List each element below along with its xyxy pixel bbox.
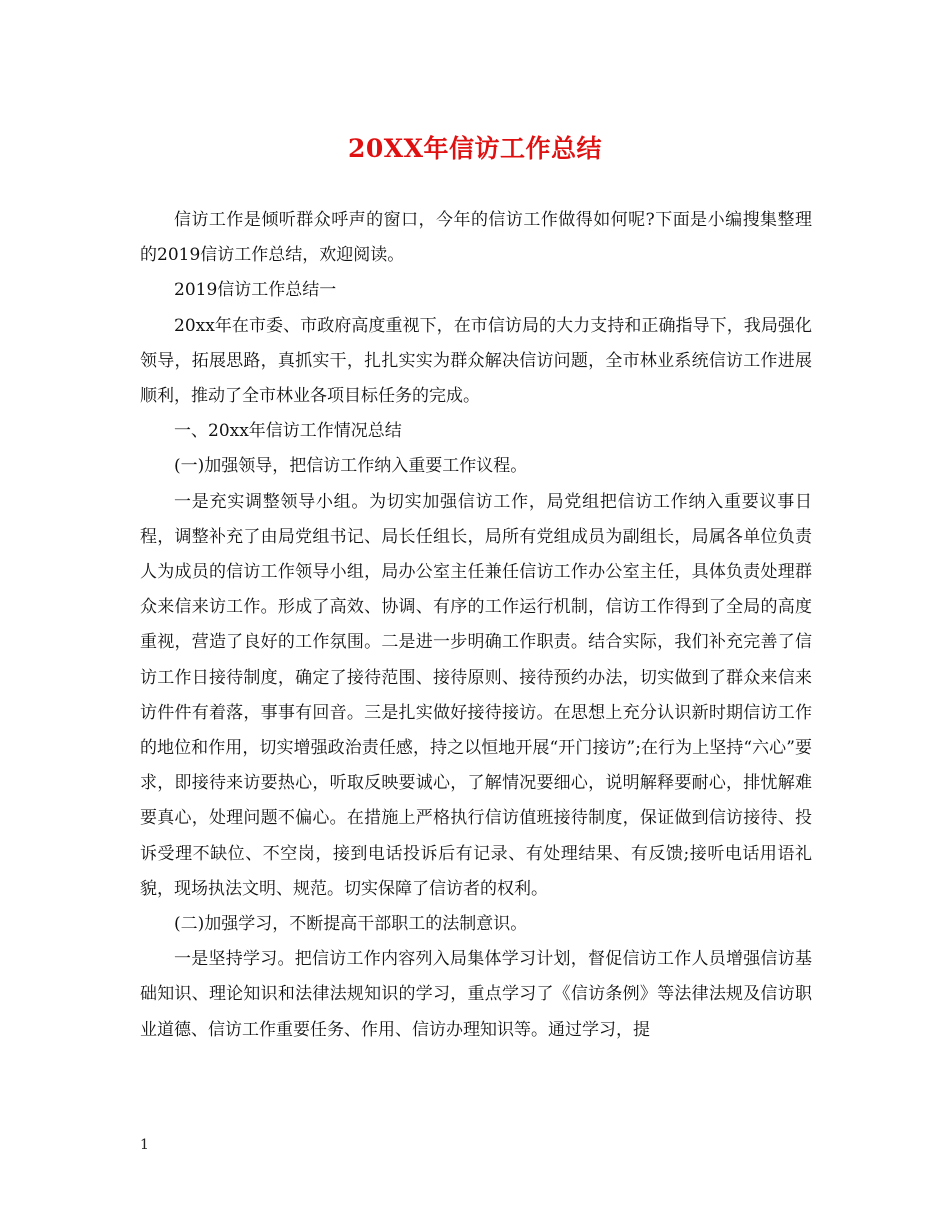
overview-paragraph: 20xx年在市委、市政府高度重视下，在市信访局的大力支持和正确指导下，我局强化领导，拓展思路，真抓实干，扎扎实实为群众解决信访问题，全市林业系统信访工作进展顺利，推动了全市林业各项目标任务的完成。 — [140, 315, 812, 407]
document-title: 20XX年信访工作总结 — [347, 134, 603, 163]
section-heading-part-one: 一、20xx年信访工作情况总结 — [174, 421, 402, 442]
intro-paragraph: 信访工作是倾听群众呼声的窗口，今年的信访工作做得如何呢?下面是小编搜集整理的2019信访工作总结，欢迎阅读。 — [140, 210, 812, 266]
document-body — [140, 203, 812, 1048]
subheading-leadership: (一)加强领导，把信访工作纳入重要工作议程。 — [174, 456, 528, 477]
subheading-study: (二)加强学习，不断提高干部职工的法制意识。 — [174, 914, 528, 935]
page-number: 1 — [140, 1137, 149, 1153]
study-paragraph: 一是坚持学习。把信访工作内容列入局集体学习计划，督促信访工作人员增强信访基础知识、理论知识和法律法规知识的学习，重点学习了《信访条例》等法律法规及信访职业道德、信访工作重要任务、作用、信访办理知识等。通过学习，提 — [140, 949, 812, 1040]
leadership-paragraph: 一是充实调整领导小组。为切实加强信访工作，局党组把信访工作纳入重要议事日程，调整补充了由局党组书记、局长任组长，局所有党组成员为副组长，局属各单位负责人为成员的信访工作领导小组，局办公室主任兼任信访工作办公室主任，具体负责处理群众来信来访工作。形成了高效、协调、有序的工作运行机制，信访工作得到了全局的高度重视，营造了良好的工作氛围。二是进一步明确工作职责。结合实际，我们补充完善了信访工作日接待制度，确定了接待范围、接待原则、接待预约办法，切实做到了群众来信来访件件有着落，事事有回音。三是扎实做好接待接访。在思想上充分认识新时期信访工作的地位和作用，切实增强政治责任感，持之以恒地开展“开门接访”;在行为上坚持“六心”要求，即接待来访要热心，听取反映要诚心，了解情况要细心，说明解释要耐心，排忧解难要真心，处理问题不偏心。在措施上严格执行信访值班接待制度，保证做到信访接待、投诉受理不缺位、不空岗，接到电话投诉后有记录、有处理结果、有反馈;接听电话用语礼貌，现场执法文明、规范。切实保障了信访者的权利。 — [140, 491, 812, 899]
section-heading-summary-one: 2019信访工作总结一 — [174, 280, 337, 301]
